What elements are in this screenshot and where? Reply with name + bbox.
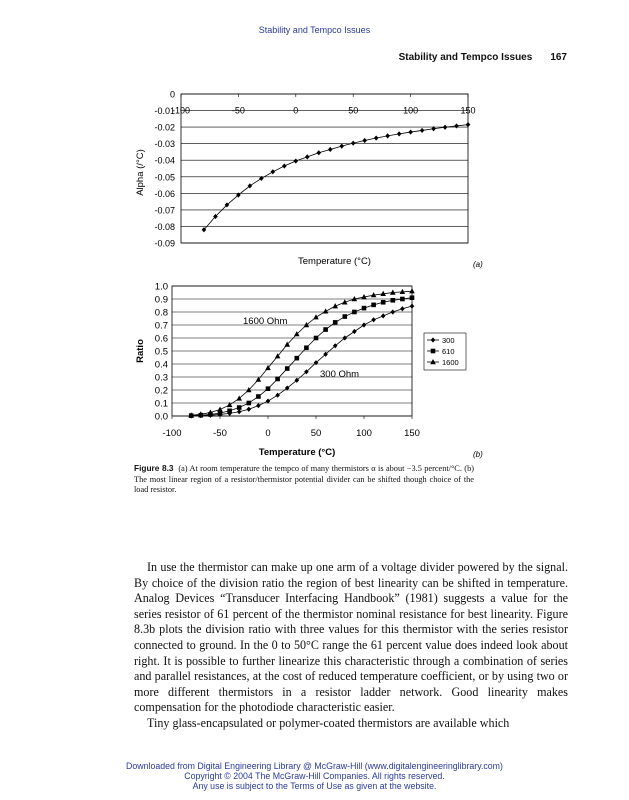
data-point [247,401,252,406]
y-tick-label: 0.3 [154,372,168,384]
y-tick-label: 0 [169,89,175,100]
caption-label: Figure 8.3 [134,463,174,473]
data-point [362,306,367,311]
x-tick-label: -50 [231,105,245,116]
data-point [328,147,333,152]
y-tick-label: -0.03 [154,139,175,150]
data-point [282,163,287,168]
data-point [374,135,379,140]
series-line-300 [191,306,412,416]
data-point [247,407,252,412]
data-point [316,150,321,155]
footer-copyright: Copyright © 2004 The McGraw-Hill Companies. All rights reserved. [184,771,445,781]
plot-frame [181,94,468,243]
y-tick-label: -0.09 [154,238,175,249]
y-tick-label: 0.1 [154,398,168,410]
data-point [397,131,402,136]
data-point [248,183,253,188]
paragraph: Tiny glass-encapsulated or polymer-coated thermistors are available which [147,715,510,730]
data-point [371,317,376,322]
x-tick-label: -100 [171,105,191,116]
data-point [323,327,328,332]
data-point [400,306,405,311]
x-tick-label: 150 [460,105,476,116]
data-point [285,366,290,371]
y-tick-label: -0.01 [154,106,175,117]
y-tick-label: 0.6 [154,333,168,345]
data-point [454,123,459,128]
data-point [217,407,223,412]
data-point [385,133,390,138]
y-axis-label: Alpha (/°C) [135,149,146,196]
data-point [352,329,357,334]
x-axis-label: Temperature (°C) [298,256,371,267]
data-point [391,309,396,314]
chart-a-alpha [135,90,476,268]
x-tick-label: 50 [310,428,322,439]
data-point [362,138,367,143]
data-point [333,320,338,325]
y-tick-label: -0.02 [154,122,175,133]
y-axis-label: Ratio [135,339,146,363]
data-point [400,297,405,302]
data-point [275,377,280,382]
legend-label: 1600 [442,358,459,367]
data-point [294,158,299,163]
x-tick-label: 50 [348,105,359,116]
x-tick-label: 150 [404,428,420,439]
x-tick-label: -50 [213,428,227,439]
page-number: 167 [550,52,567,63]
x-tick-label: -100 [162,428,182,439]
data-point [343,314,348,319]
data-point [381,300,386,305]
y-tick-label: 0.0 [154,411,168,423]
data-point [271,169,276,174]
data-point [256,394,261,399]
annotation-300-ohm: 300 Ohm [320,369,360,380]
top-link[interactable]: Stability and Tempco Issues [258,25,371,35]
data-point [410,304,415,309]
y-tick-label: -0.05 [154,172,175,183]
caption-text: (a) At room temperature the tempco of many thermistors α is about −3.5 percent/°C. (b) The most linear region of a resistor/thermistor potential divider can be shifted though choice of the load resistor. [134,464,474,495]
data-point [237,409,242,414]
y-tick-label: -0.08 [154,221,175,232]
y-tick-label: 0.8 [154,307,168,319]
annotation-1600-ohm: 1600 Ohm [243,316,288,327]
y-tick-label: 1.0 [154,281,168,293]
data-point [362,322,367,327]
data-point [420,128,425,133]
paragraph: In use the thermistor can make up one arm of a voltage divider powered by the signal. By choice of the division ratio the region of best linearity can be shifted in temperature. Analog Devices “Transducer Interfacing Handbook” (1981) suggests a value for the series resistor of 61 percent of the thermistor nominal resistance for best linearity. Figure 8.3b plots the division ratio with three values for this thermistor with the series resistor connected to ground. In the 0 to 50°C range the 61 percent value does indeed look about right. It is possible to further linearize this characteristic through a combination of series and parallel resistances, at the cost of reduced temperature coefficient, or by using two or more different thermistors in a resistor ladder network. Good linearity makes compensation for the photodiode characteristic easier. [134,560,568,715]
data-point [443,125,448,130]
data-point [351,141,356,146]
footer-download-link[interactable]: Downloaded from Digital Engineering Library @ McGraw-Hill (www.digitalengineeringlibrary.com) [126,761,503,771]
data-point [352,310,357,315]
data-point [466,122,471,127]
footer-terms-link[interactable]: Any use is subject to the Terms of Use as given at the website. [192,781,437,791]
figure-label-a: (a) [473,260,483,269]
data-point [295,356,300,361]
data-point [410,295,415,300]
series-line-610 [191,298,412,416]
data-point [323,308,329,313]
legend-marker [431,349,436,354]
data-point [256,403,261,408]
y-tick-label: 0.2 [154,385,168,397]
data-point [409,288,415,293]
data-point [304,345,309,350]
body-text [134,560,568,732]
y-tick-label: -0.06 [154,188,175,199]
x-axis-label: Temperature (°C) [258,447,336,458]
x-tick-label: 100 [356,428,372,439]
x-tick-label: 0 [265,428,271,439]
data-point [313,314,319,319]
footer [0,761,629,791]
data-point [266,386,271,391]
y-tick-label: 0.4 [154,359,168,371]
y-tick-label: -0.07 [154,205,175,216]
data-point [391,298,396,303]
legend-label: 300 [442,336,455,345]
data-point [339,144,344,149]
y-tick-label: 0.5 [154,346,168,358]
figure-caption [134,463,474,496]
data-point [275,393,280,398]
data-point [237,405,242,410]
data-point [305,154,310,159]
legend-label: 610 [442,347,455,356]
data-point [314,336,319,341]
data-point [371,303,376,308]
y-tick-label: 0.7 [154,320,168,332]
data-point [304,322,310,327]
data-point [227,409,232,414]
x-tick-label: 100 [403,105,419,116]
chart-b-ratio [135,282,466,459]
data-point [408,129,413,134]
x-tick-label: 0 [293,105,299,116]
running-title: Stability and Tempco Issues [398,52,533,63]
y-tick-label: -0.04 [154,155,175,166]
figure-label-b: (b) [473,450,483,459]
data-point [381,313,386,318]
y-tick-label: 0.9 [154,294,168,306]
series-line-alpha [204,125,468,230]
